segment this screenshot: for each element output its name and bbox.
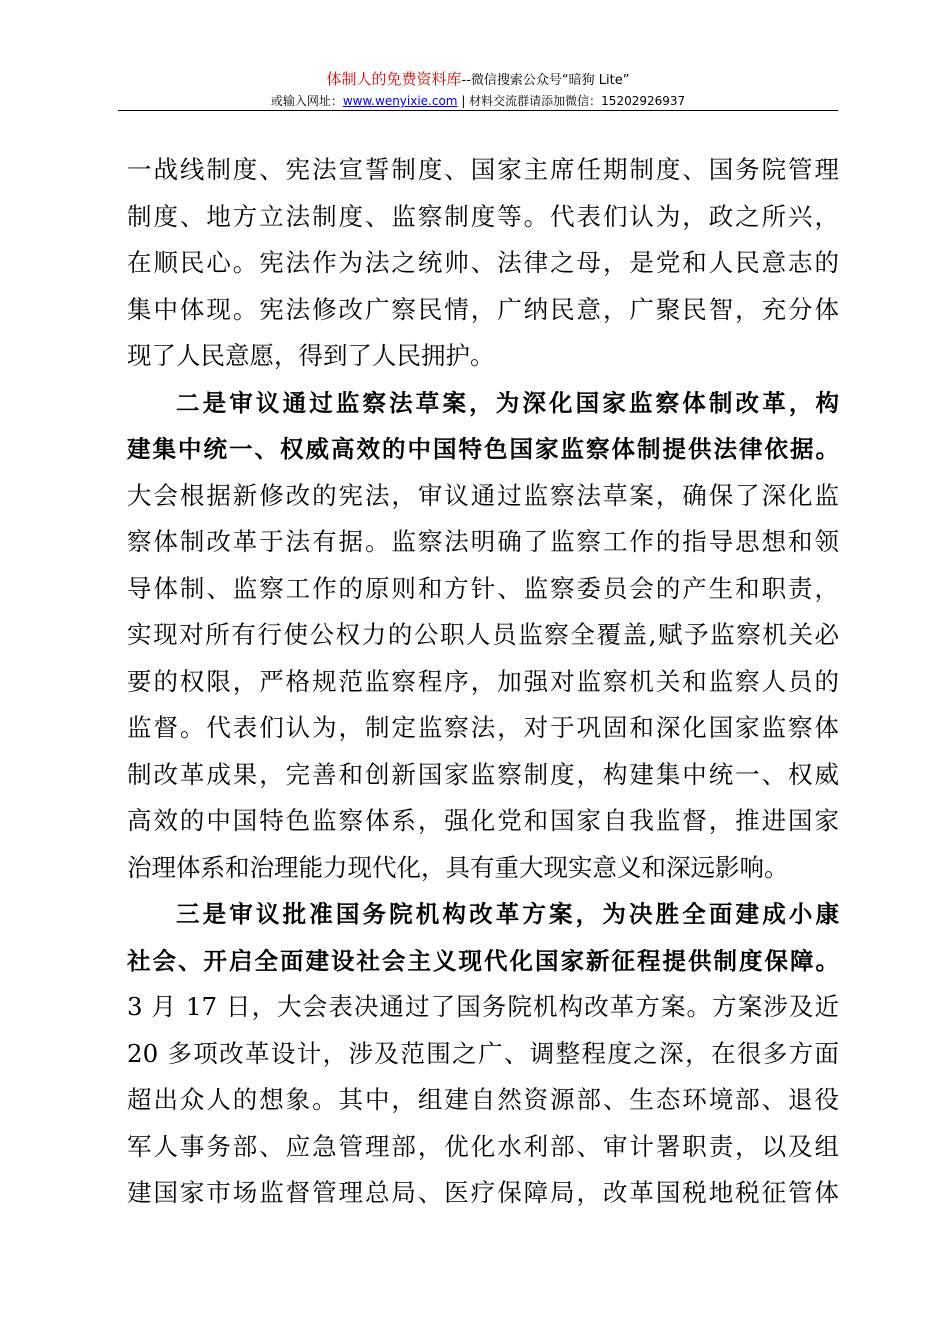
header-tagline: --微信搜索公众号“暗狗 Lite” — [461, 73, 630, 88]
section-heading-line: 二是审议通过监察法草案，为深化国家监察体制改革，构 — [176, 388, 839, 417]
document-body — [127, 147, 839, 1217]
text-line: 制度、地方立法制度、监察制度等。代表们认为，政之所兴， — [127, 201, 839, 231]
header-wechat-info: | 材料交流群请添加微信：15202926937 — [457, 94, 686, 108]
page-header — [118, 68, 838, 111]
header-contact-line — [118, 92, 838, 110]
text-line: 察体制改革于法有据。监察法明确了监察工作的指导思想和领 — [127, 527, 839, 556]
text-line: 20 多项改革设计，涉及范围之广、调整程度之深，在很多方面 — [127, 1038, 839, 1068]
section-heading-line: 建集中统一、权威高效的中国特色国家监察体制提供法律依据。 — [127, 435, 839, 463]
text-line: 超出众人的想象。其中，组建自然资源部、生态环境部、退役 — [127, 1085, 839, 1114]
text-line: 建国家市场监督管理总局、医疗保障局，改革国税地税征管体 — [127, 1178, 839, 1207]
text-line: 现了人民意愿，得到了人民拥护。 — [127, 341, 495, 370]
header-brand: 体制人的免费资料库 — [326, 70, 462, 88]
text-line: 治理体系和治理能力现代化，具有重大现实意义和深远影响。 — [127, 852, 789, 882]
section-heading-line: 社会、开启全面建设社会主义现代化国家新征程提供制度保障。 — [127, 946, 839, 975]
text-line: 大会根据新修改的宪法，审议通过监察法草案，确保了深化监 — [127, 480, 839, 510]
text-line: 监督。代表们认为，制定监察法，对于巩固和深化国家监察体 — [127, 713, 839, 742]
text-line: 要的权限，严格规范监察程序，加强对监察机关和监察人员的 — [127, 666, 839, 696]
header-url-link[interactable]: www.wenyixie.com — [342, 94, 458, 108]
text-line: 一战线制度、宪法宣誓制度、国家主席任期制度、国务院管理 — [127, 155, 839, 184]
text-line: 导体制、监察工作的原则和方针、监察委员会的产生和职责， — [127, 573, 839, 603]
text-line: 实现对所有行使公权力的公职人员监察全覆盖,赋予监察机关必 — [127, 620, 839, 649]
text-line: 集中体现。宪法修改广察民情，广纳民意，广聚民智，充分体 — [127, 294, 839, 324]
header-url-prefix: 或输入网址： — [270, 94, 343, 108]
text-line: 3 月 17 日，大会表决通过了国务院机构改革方案。方案涉及近 — [127, 992, 839, 1021]
text-line: 在顺民心。宪法作为法之统帅、法律之母，是党和人民意志的 — [127, 248, 839, 277]
text-line: 制改革成果，完善和创新国家监察制度，构建集中统一、权威 — [127, 759, 839, 789]
text-line: 军人事务部、应急管理部，优化水利部、审计署职责，以及组 — [127, 1131, 839, 1161]
section-heading-line: 三是审议批准国务院机构改革方案，为决胜全面建成小康 — [176, 900, 839, 928]
header-title-line — [118, 68, 838, 92]
text-line: 高效的中国特色监察体系，强化党和国家自我监督，推进国家 — [127, 806, 839, 835]
